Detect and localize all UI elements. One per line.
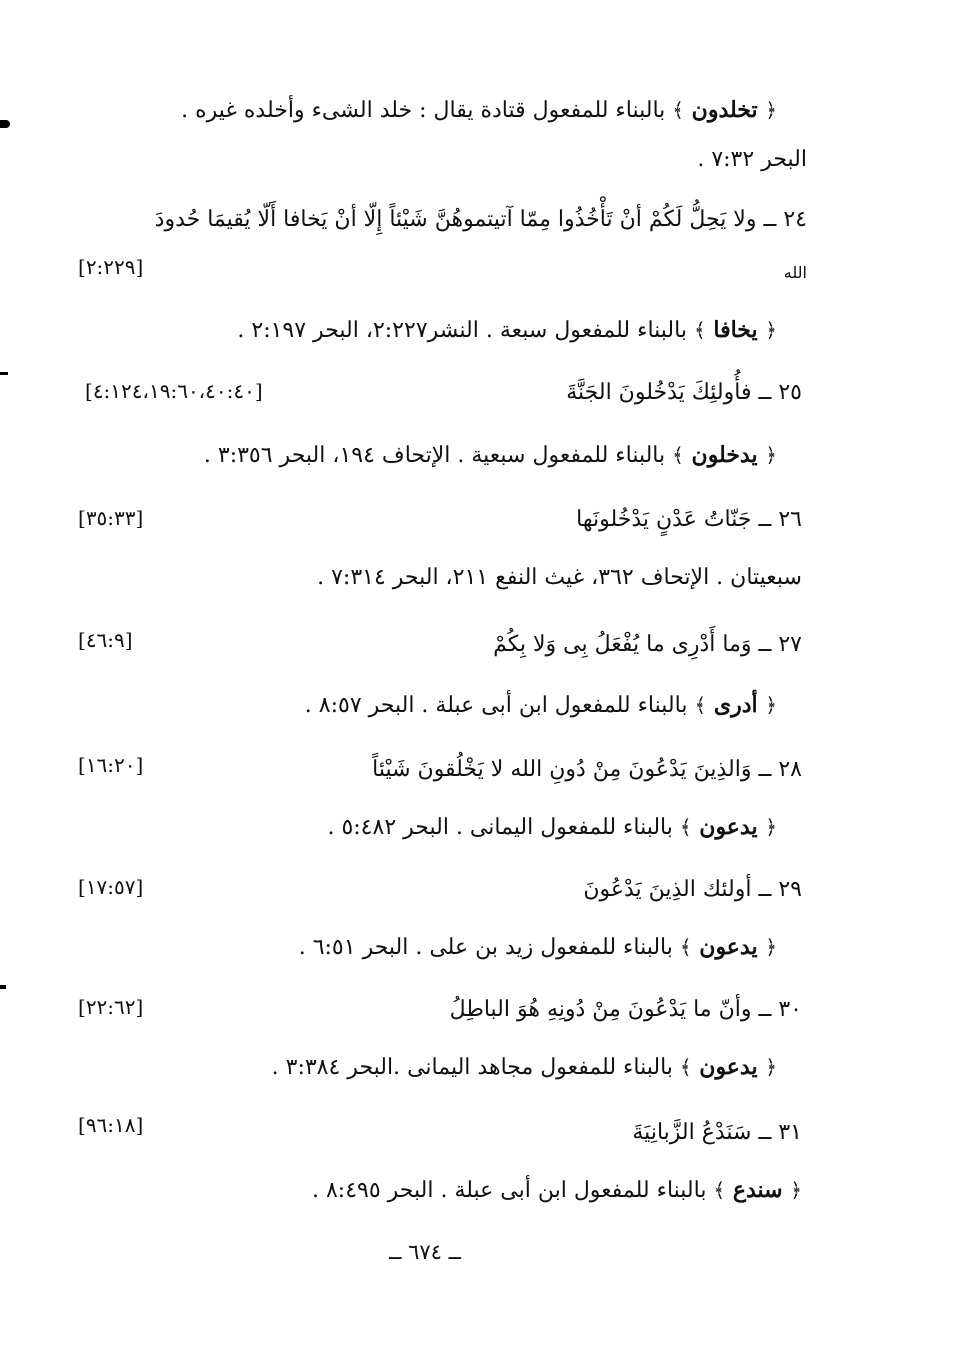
- verse-line: ٢٤ ــ ولا يَحِلُّ لَكُمْ أنْ تَأْخُذُوا مِمّا آتيتموهُنَّ شَيْئاً إِلّا أنْ يَخافا أَلّا يُقيمَا حُدودَ: [154, 207, 807, 232]
- verse-reference: [٢٢:٦٢]: [78, 995, 144, 1019]
- verse-reference: [٢:٢٢٩]: [78, 255, 144, 279]
- verse-reference: [٤:١٢٤،١٩:٦٠،٤٠:٤٠]: [85, 379, 263, 403]
- note-text: بالبناء للمفعول سبعة . النشر٢:٢٢٧، البحر ٢:١٩٧ .: [237, 318, 687, 343]
- quoted-word: ﴿ يدعون ﴾: [679, 934, 777, 960]
- verse-reference: [٣٥:٣٣]: [78, 506, 144, 530]
- verse-reference: [١٧:٥٧]: [78, 875, 144, 899]
- note-text: بالبناء للمفعول اليمانى . البحر ٥:٤٨٢ .: [327, 815, 673, 840]
- quoted-word: ﴿ تخلدون ﴾: [672, 97, 777, 123]
- note-continuation: البحر ٧:٣٢ .: [697, 147, 807, 172]
- verse-reference: [٤٦:٩]: [78, 628, 133, 652]
- note-line: [305, 690, 777, 721]
- quoted-word: ﴿ يدعون ﴾: [679, 814, 777, 840]
- quoted-word: ﴿ سندع ﴾: [713, 1177, 802, 1203]
- note-line: [327, 812, 777, 843]
- note-text: بالبناء للمفعول زيد بن على . البحر ٦:٥١ .: [298, 935, 673, 960]
- note-text: بالبناء للمفعول ابن أبى عبلة . البحر ٨:٤٩٥ .: [311, 1178, 707, 1203]
- note-text: بالبناء للمفعول سبعية . الإتحاف ١٩٤، البحر ٣:٣٥٦ .: [203, 443, 666, 468]
- verse-line: ٢٨ ــ وَالذِينَ يَدْعُونَ مِنْ دُونِ الله لا يَخْلُقونَ شَيْئاً: [372, 757, 802, 782]
- quoted-word: ﴿ يخافا ﴾: [693, 317, 777, 343]
- verse-line: ٣١ ــ سَنَدْعُ الزَّبانِيَةَ: [632, 1120, 802, 1145]
- scan-mark: [0, 985, 6, 989]
- verse-line: ٢٧ ــ وَما أَدْرِى ما يُفْعَلُ بِى وَلا بِكُمْ: [493, 632, 802, 657]
- note-text: بالبناء للمفعول قتادة يقال : خلد الشىء وأخلده غيره .: [181, 98, 666, 123]
- note-line: [181, 95, 777, 126]
- verse-reference: [١٦:٢٠]: [78, 753, 144, 777]
- scan-mark: [0, 372, 8, 375]
- note-line: [204, 440, 777, 471]
- quoted-word: ﴿ يدخلون ﴾: [672, 442, 777, 468]
- note-text: بالبناء للمفعول مجاهد اليمانى .البحر ٣:٣٨٤ .: [271, 1055, 673, 1080]
- note-line: [299, 932, 777, 963]
- quoted-word: ﴿ أدرى ﴾: [694, 692, 777, 718]
- verse-line: ٣٠ ــ وأنّ ما يَدْعُونَ مِنْ دُونِهِ هُوَ الباطِلُ: [449, 997, 802, 1022]
- verse-reference: [٩٦:١٨]: [78, 1113, 144, 1137]
- page-number: ــ ٦٧٤ ــ: [389, 1240, 461, 1264]
- verse-line: ٢٥ ــ فأُولئِكَ يَدْخُلونَ الجَنَّةَ: [566, 380, 802, 405]
- verse-continuation: الله: [783, 263, 807, 282]
- note-text: بالبناء للمفعول ابن أبى عبلة . البحر ٨:٥٧ .: [304, 693, 688, 718]
- verse-line: ٢٩ ــ أولئك الذِينَ يَدْعُونَ: [583, 877, 802, 902]
- note-line: [237, 315, 777, 346]
- note-text-plain: سبعيتان . الإتحاف ٣٦٢، غيث النفع ٢١١، البحر ٧:٣١٤ .: [317, 565, 802, 590]
- note-line: [312, 1175, 802, 1206]
- quoted-word: ﴿ يدعون ﴾: [679, 1054, 777, 1080]
- scan-mark: [0, 120, 10, 128]
- note-line: [272, 1052, 777, 1083]
- verse-line: ٢٦ ــ جَنّاتُ عَدْنٍ يَدْخُلونَها: [576, 507, 802, 532]
